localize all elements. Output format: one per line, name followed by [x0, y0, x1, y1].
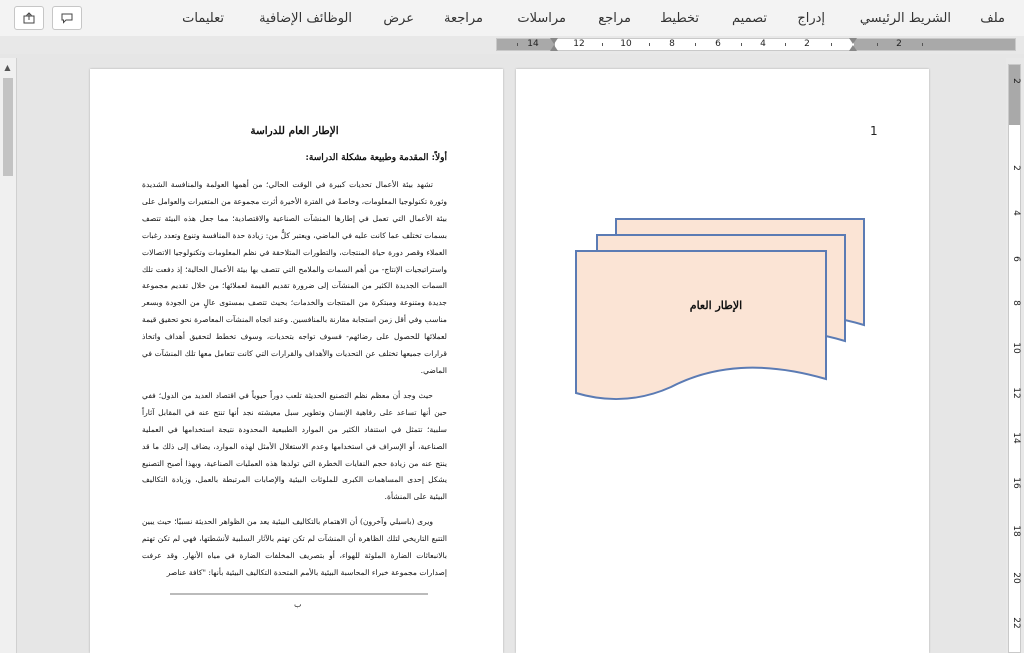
vertical-ruler-strip — [1008, 64, 1021, 653]
ruler-number: 12 — [573, 39, 585, 49]
comments-button[interactable] — [52, 6, 82, 30]
share-button[interactable] — [14, 6, 44, 30]
multidocument-shape[interactable] — [516, 69, 929, 653]
section-heading: أولاً: المقدمة وطبيعة مشكلة الدراسة: — [305, 153, 447, 163]
ruler-tick — [517, 43, 518, 46]
ruler-tick — [602, 43, 603, 46]
shape-sheet-front — [576, 251, 826, 399]
right-indent-marker[interactable] — [849, 45, 857, 51]
first-line-indent-marker[interactable] — [849, 38, 857, 44]
vruler-number: 2 — [1011, 78, 1021, 84]
page-title: الإطار العام للدراسة — [250, 125, 339, 137]
body-paragraph: ويرى (باسيلي وآخرون) أن الاهتمام بالتكاليف البيئية يعد من الظواهر الحديثة نسبيًا؛ حيث يبين التتبع التاريخي لتلك الظاهرة أن المنشآت لم تكن تهتم بالآثار السلبية لأنشطتها، فهي لم تكن تهتم بالانبعاثات الضارة الملوثة للهواء، أو بتصريف المخلفات الضارة في مياه الأنهار. وقد عرفت إصدارات مجموعة خبراء المحاسبة البيئية بالأمم المتحدة التكاليف البيئية بأنها: "كافة عناصر — [142, 517, 447, 577]
vruler-number: 10 — [1011, 342, 1021, 354]
page-content — [142, 125, 447, 590]
hanging-indent-marker[interactable] — [550, 45, 558, 51]
page-number: ب — [294, 600, 302, 609]
tab-references[interactable]: مراجع — [598, 11, 631, 26]
vertical-ruler[interactable] — [1006, 58, 1024, 653]
tab-insert[interactable]: إدراج — [797, 11, 825, 26]
vruler-number: 14 — [1011, 432, 1021, 444]
tab-file[interactable]: ملف — [980, 11, 1005, 26]
tab-addins[interactable]: الوظائف الإضافية — [259, 11, 352, 26]
tab-help[interactable]: تعليمات — [182, 11, 224, 26]
ruler-number: 6 — [715, 39, 721, 49]
vertical-scrollbar[interactable] — [0, 58, 17, 653]
ruler-number: 14 — [527, 39, 539, 49]
ruler-number: 4 — [760, 39, 766, 49]
share-icon — [22, 11, 36, 25]
ruler-number: 8 — [669, 39, 675, 49]
ribbon-tab-bar — [0, 0, 1024, 37]
vruler-number: 16 — [1011, 477, 1021, 489]
ruler-tick — [649, 43, 650, 46]
vruler-number: 12 — [1011, 387, 1021, 399]
vruler-number: 6 — [1011, 256, 1021, 262]
ruler-right-margin — [854, 39, 1015, 50]
vruler-number: 8 — [1011, 300, 1021, 306]
ruler-left-margin — [497, 39, 555, 50]
ruler-number: 10 — [620, 39, 632, 49]
ruler-tick — [695, 43, 696, 46]
tab-home[interactable]: الشريط الرئيسي — [859, 11, 951, 26]
page-number-marker: 1 — [870, 124, 878, 138]
ruler-number: 2 — [896, 39, 902, 49]
footer-divider — [170, 593, 428, 595]
scrollbar-thumb[interactable] — [3, 78, 13, 176]
ruler-tick — [877, 43, 878, 46]
vruler-number: 20 — [1011, 572, 1021, 584]
tab-mailings[interactable]: مراسلات — [517, 11, 566, 26]
tab-layout[interactable]: تخطيط — [660, 11, 699, 26]
ruler-tick — [831, 43, 832, 46]
tab-design[interactable]: تصميم — [732, 11, 767, 26]
document-page-left[interactable] — [90, 69, 503, 653]
vertical-ruler-margin — [1009, 65, 1020, 125]
vruler-number: 4 — [1011, 210, 1021, 216]
body-paragraph: تشهد بيئة الأعمال تحديات كبيرة في الوقت الحالي؛ من أهمها العولمة والمنافسة الشديدة وثورة تكنولوجيا المعلومات، وخاصةً في الفترة الأخيرة أثرت مجموعة من المتغيرات والعوامل على بيئة الأعمال التي تعمل في إطارها المنشآت الصناعية والاقتصادية؛ مما جعل هذه البيئة تتصف بسمات تختلف عما كانت عليه في الماضي، ويعتبر كلٌّ من: زيادة حدة المنافسة وتنوع وتعدد رغبات العملاء وقصر دورة حياة المنتجات، والتطورات المتلاحقة في نظم المعلومات وتكنولوجيا الاتصالات واستراتيجيات الإنتاج- من أهم السمات والملامح التي تتصف بها بيئة الأعمال الحالية؛ إذ دفعت تلك السمات الجديدة الكثير من المنشآت إلى ضرورة تقديم القيمة لعملائها؛ من خلال تقديم مجموعة جديدة ومتنوعة ومبتكرة من المنتجات والخدمات؛ بحيث تتصف بمستوى عالٍ من الجودة وبسعر مناسب وفي أقل زمن استجابة مقارنة بالمنافسين. وعند اتجاه المنشآت المعاصرة نحو تحقيق قيمة لعملائها للحصول على رضائهم- فسوف تواجه بتحديات، وسوف تخطط لتحقيق أهداف واتخاذ قرارات جميعها تختلف عن التحديات والأهداف والقرارات التي كانت تتعامل معها تلك المنشآت في الماضي. — [142, 180, 447, 375]
body-paragraph: حيث وجد أن معظم نظم التصنيع الحديثة تلعب دوراً حيوياً في اقتصاد العديد من الدول؛ ففي حين أنها تساعد على رفاهية الإنسان وتطوير سبل معيشته نجد أنها تنتج عنه في المقابل آثاراً سلبية؛ تتمثل في استنفاد الكثير من الموارد الطبيعية المحدودة نتيجة استخدامها في العملية الصناعية، أو الإسراف في استخدامها وعدم الاستغلال الأمثل لهذه الموارد، يضاف إلى ذلك ما قد ينتج عنه من زيادة حجم النفايات الخطرة التي تولدها هذه العمليات الصناعية، وبهذا أصبح التصنيع يشكل إحدى المساهمات الكبرى للملوثات البيئية والإصابات المرتبطة بالعمل، وزيادة التكاليف البيئية على المنشأة. — [142, 390, 447, 502]
tab-view[interactable]: عرض — [383, 11, 414, 26]
vruler-number: 2 — [1011, 165, 1021, 171]
ruler-tick — [741, 43, 742, 46]
document-page-right[interactable] — [516, 69, 929, 653]
tab-review[interactable]: مراجعة — [443, 11, 483, 26]
horizontal-ruler[interactable] — [496, 38, 1016, 51]
scroll-up-icon[interactable]: ▲ — [0, 60, 15, 74]
shape-label: الإطار العام — [689, 299, 743, 312]
ruler-tick — [922, 43, 923, 46]
comment-icon — [60, 11, 74, 25]
ruler-tick — [785, 43, 786, 46]
vruler-number: 22 — [1011, 617, 1021, 629]
left-indent-marker[interactable] — [550, 38, 558, 44]
vruler-number: 18 — [1011, 525, 1021, 537]
ruler-number: 2 — [804, 39, 810, 49]
